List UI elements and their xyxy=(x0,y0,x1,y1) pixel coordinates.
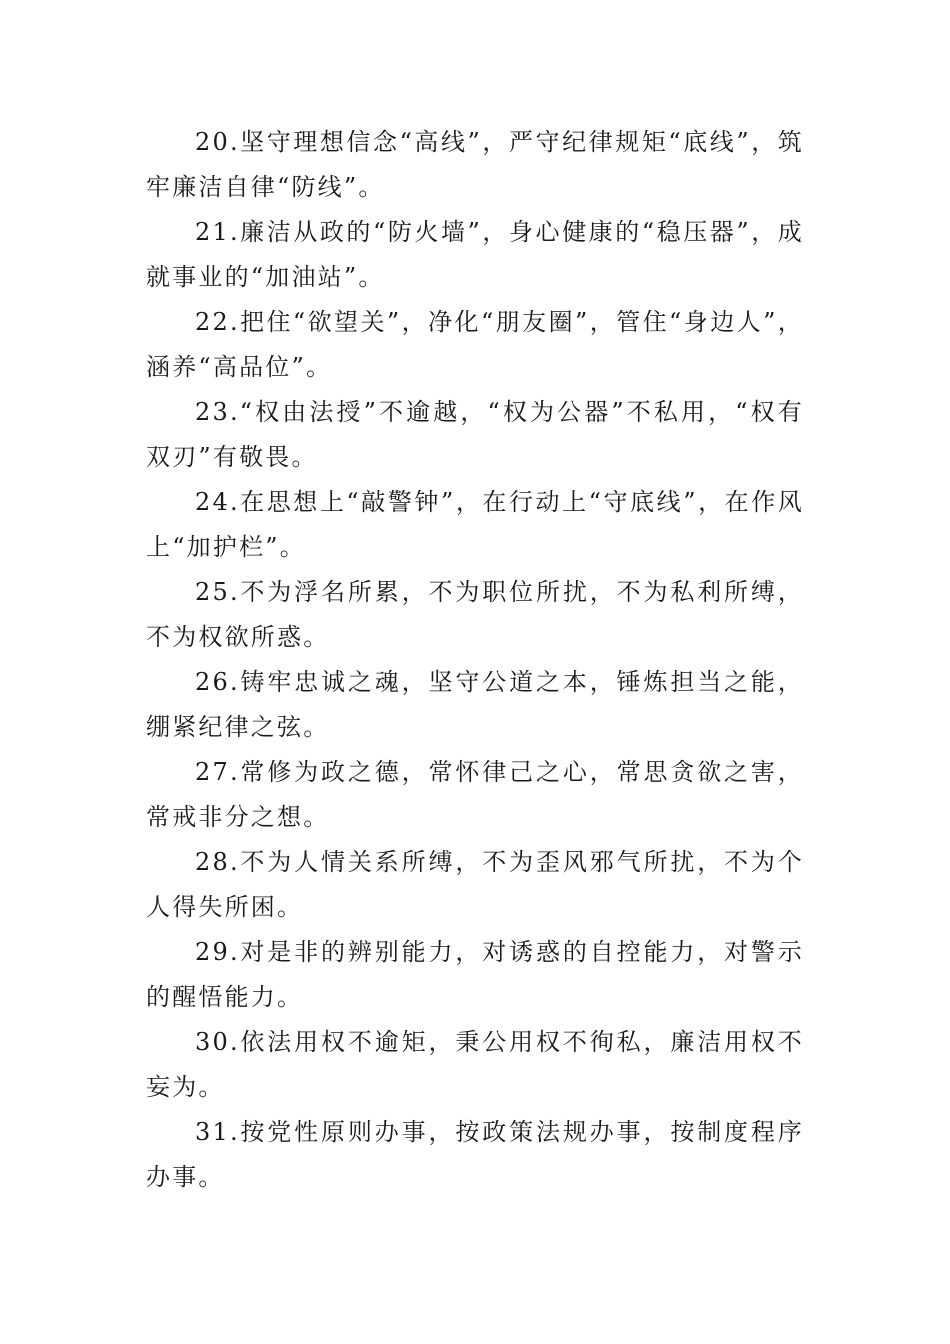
paragraph-20: 20.坚守理想信念“高线”，严守纪律规矩“底线”，筑牢廉洁自律“防线”。 xyxy=(146,128,804,201)
paragraph-24: 24.在思想上“敲警钟”，在行动上“守底线”，在作风上“加护栏”。 xyxy=(146,488,804,561)
paragraph-25: 25.不为浮名所累，不为职位所扰，不为私利所缚，不为权欲所惑。 xyxy=(146,578,804,651)
paragraph-31: 31.按党性原则办事，按政策法规办事，按制度程序办事。 xyxy=(146,1118,804,1191)
document-body xyxy=(146,120,804,1200)
paragraph-28: 28.不为人情关系所缚，不为歪风邪气所扰，不为个人得失所困。 xyxy=(146,848,804,921)
paragraph-21: 21.廉洁从政的“防火墙”，身心健康的“稳压器”，成就事业的“加油站”。 xyxy=(146,218,804,291)
paragraph-22: 22.把住“欲望关”，净化“朋友圈”，管住“身边人”，涵养“高品位”。 xyxy=(146,308,804,381)
paragraph-27: 27.常修为政之德，常怀律己之心，常思贪欲之害，常戒非分之想。 xyxy=(146,758,804,831)
paragraph-26: 26.铸牢忠诚之魂，坚守公道之本，锤炼担当之能，绷紧纪律之弦。 xyxy=(146,668,804,741)
paragraph-30: 30.依法用权不逾矩，秉公用权不徇私，廉洁用权不妄为。 xyxy=(146,1028,804,1101)
paragraph-23: 23.“权由法授”不逾越，“权为公器”不私用，“权有双刃”有敬畏。 xyxy=(146,398,804,471)
paragraph-29: 29.对是非的辨别能力，对诱惑的自控能力，对警示的醒悟能力。 xyxy=(146,938,804,1011)
